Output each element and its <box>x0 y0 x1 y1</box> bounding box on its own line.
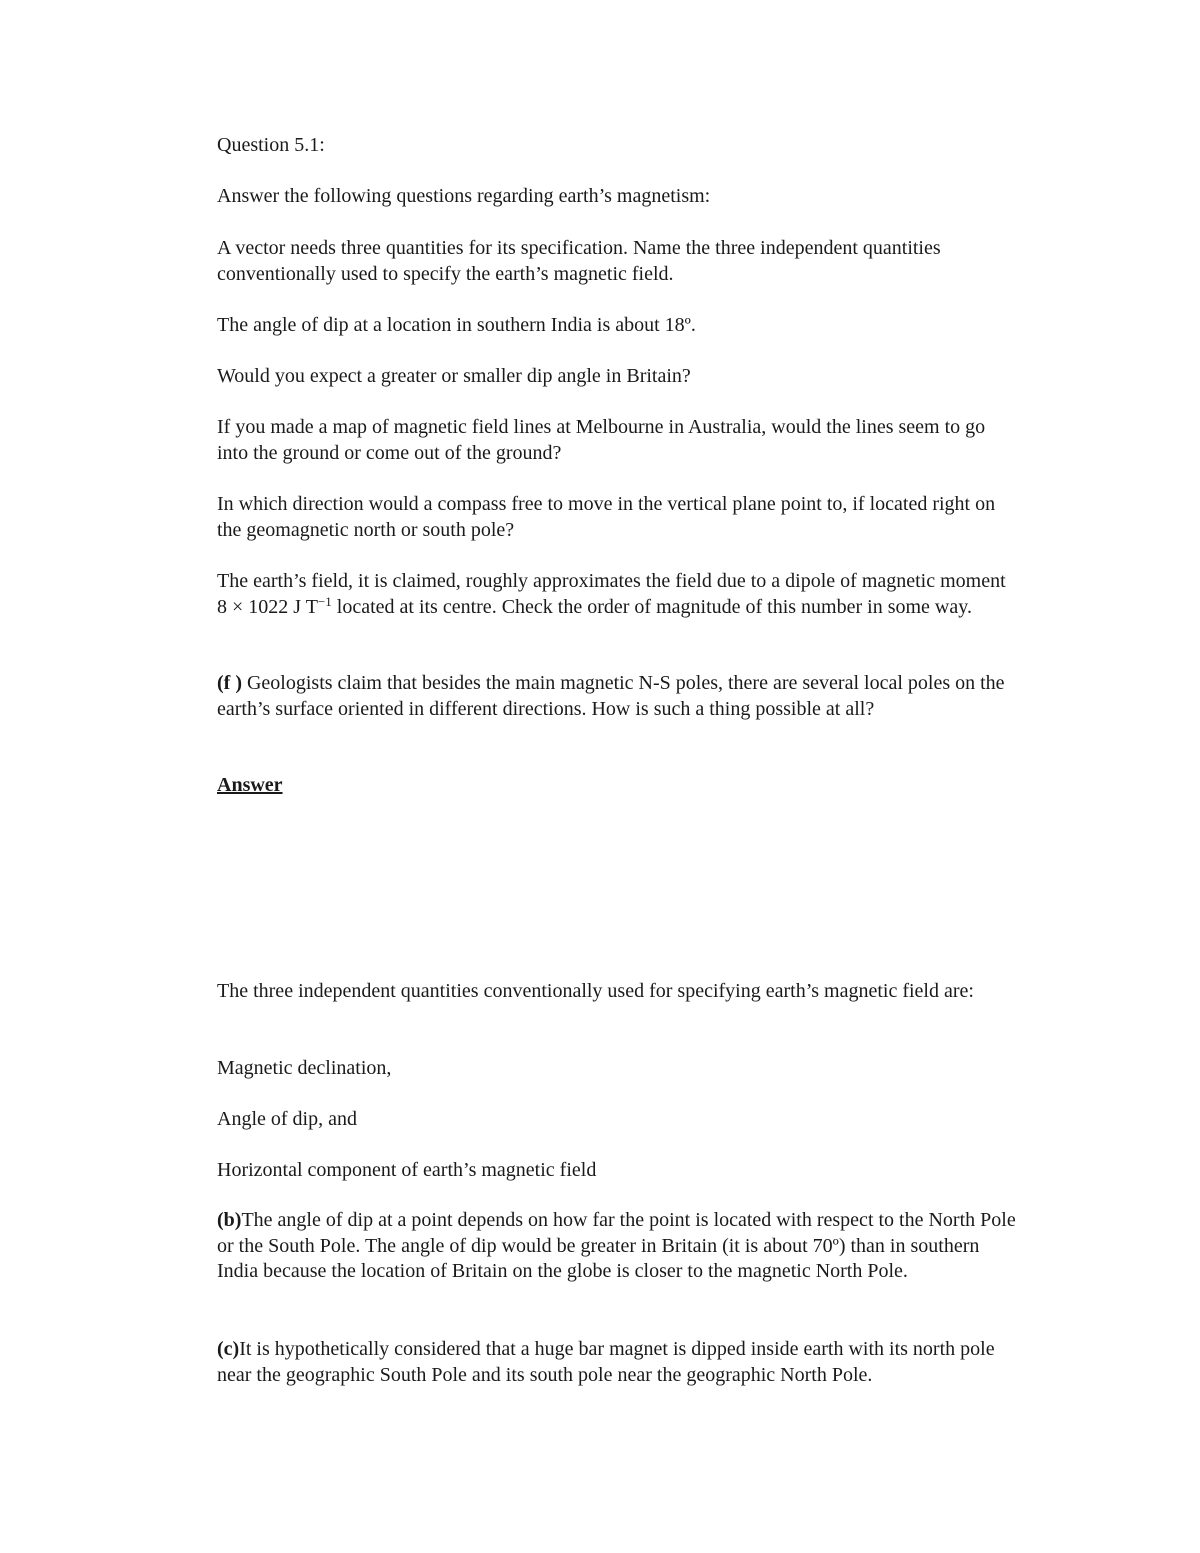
answer-c-text: It is hypothetically considered that a huge bar magnet is dipped inside earth with its north pole near the geographic South Pole and its south pole near the geographic North Pole. <box>217 1338 995 1386</box>
question-part-d: In which direction would a compass free to move in the vertical plane point to, if located right on the geomagnetic north or south pole? <box>217 493 996 541</box>
answer-b-label: (b) <box>217 1209 242 1231</box>
question-part-a: A vector needs three quantities for its specification. Name the three independent quantities conventionally used to specify the earth’s magnetic field. <box>217 237 941 285</box>
question-part-f <box>217 671 1017 722</box>
question-part-f-text: Geologists claim that besides the main magnetic N-S poles, there are several local poles on the earth’s surface oriented in different directions. How is such a thing possible at all? <box>217 672 1005 720</box>
answer-heading: Answer <box>217 774 283 796</box>
question-part-b-question: Would you expect a greater or smaller dip angle in Britain? <box>217 365 691 387</box>
answer-a-item: Angle of dip, and <box>217 1108 357 1130</box>
answer-a-item: Horizontal component of earth’s magnetic field <box>217 1159 597 1181</box>
answer-b <box>217 1208 1017 1285</box>
answer-b-text: The angle of dip at a point depends on how far the point is located with respect to the North Pole or the South Pole. The angle of dip would be greater in Britain (it is about 70º) than in southern India because the location of Britain on the globe is closer to the magnetic North Pole. <box>217 1209 1016 1282</box>
question-part-e-text-continued: located at its centre. Check the order of magnitude of this number in some way. <box>331 595 972 618</box>
question-part-c: If you made a map of magnetic field lines at Melbourne in Australia, would the lines seem to go into the ground or come out of the ground? <box>217 416 986 464</box>
question-part-b-statement: The angle of dip at a location in southern India is about 18º. <box>217 314 696 336</box>
answer-c-label: (c) <box>217 1338 240 1360</box>
question-part-f-label: (f ) <box>217 672 242 694</box>
unit-exponent: −1 <box>317 593 332 609</box>
question-part-e <box>217 569 1017 620</box>
question-title: Question 5.1: <box>217 134 325 156</box>
question-part-e-text: The earth’s field, it is claimed, roughly approximates the field due to a dipole of magnetic moment 8 × 1022 J T <box>217 570 1006 618</box>
answer-c <box>217 1337 1017 1388</box>
answer-a-item: Magnetic declination, <box>217 1057 392 1079</box>
answer-a-intro: The three independent quantities conventionally used for specifying earth’s magnetic field are: <box>217 980 974 1002</box>
question-intro: Answer the following questions regarding earth’s magnetism: <box>217 185 711 207</box>
